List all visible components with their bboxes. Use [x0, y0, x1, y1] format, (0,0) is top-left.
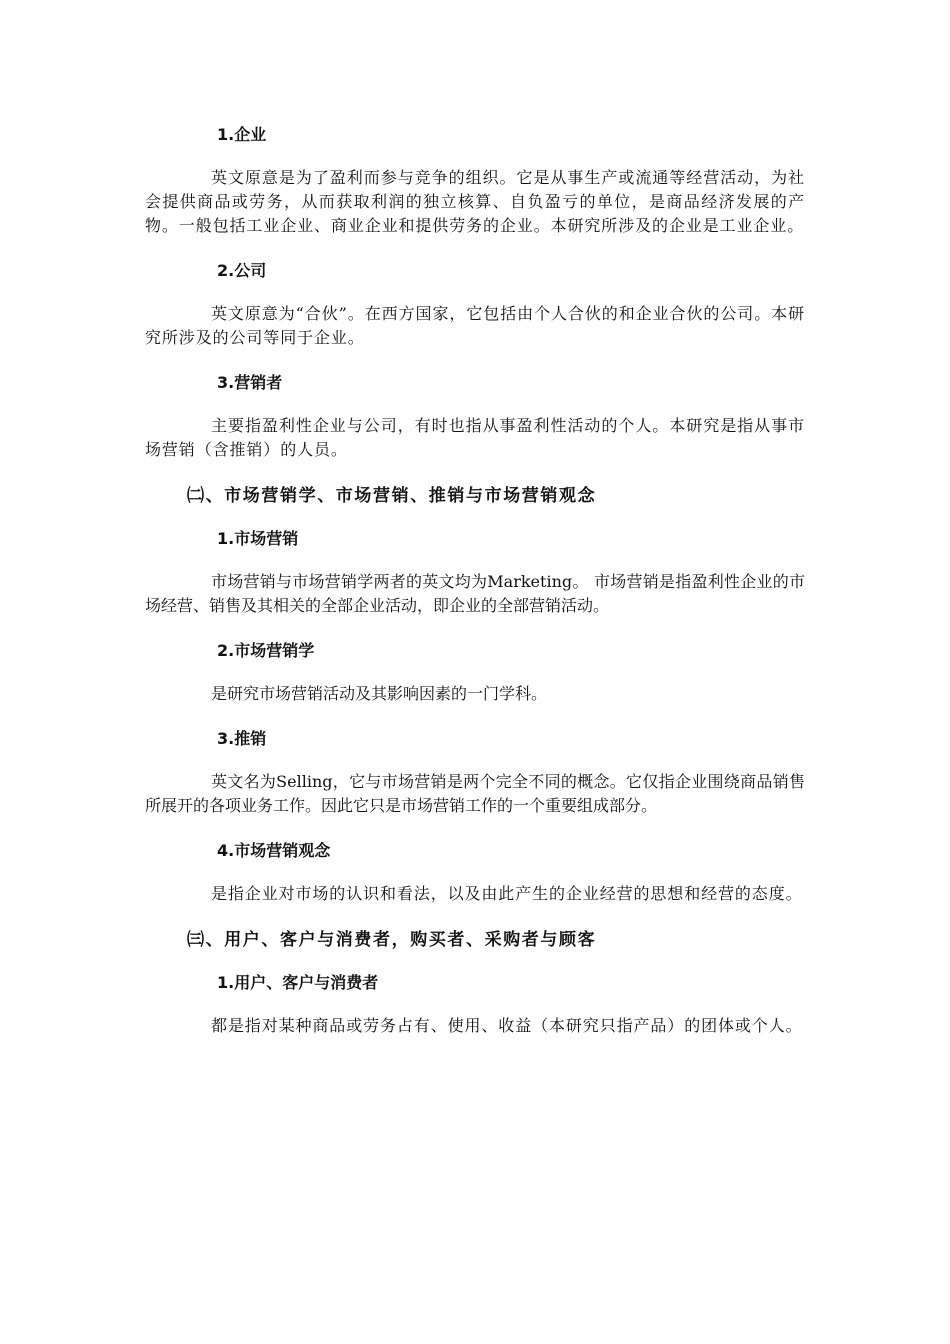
paragraph-marketing: 市场营销与市场营销学两者的英文均为Marketing。 市场营销是指盈利性企业的市场经营、销售及其相关的全部企业活动，即企业的全部营销活动。 [145, 572, 805, 615]
heading-marketing: 1.市场营销 [217, 529, 299, 548]
heading-marketing-concept: 4.市场营销观念 [217, 841, 331, 860]
heading-company: 2.公司 [217, 261, 267, 280]
paragraph-marketing-science: 是研究市场营销活动及其影响因素的一门学科。 [211, 684, 548, 703]
heading-selling: 3.推销 [217, 729, 267, 748]
paragraph-selling: 英文名为Selling，它与市场营销是两个完全不同的概念。它仅指企业围绕商品销售所展开的各项业务工作。因此它只是市场营销工作的一个重要组成部分。 [145, 772, 805, 815]
heading-enterprise: 1.企业 [217, 125, 267, 144]
heading-part-3: ㈢、用户、客户与消费者，购买者、采购者与顾客 [187, 930, 597, 950]
heading-part-2: ㈡、市场营销学、市场营销、推销与市场营销观念 [187, 486, 597, 506]
paragraph-enterprise: 英文原意是为了盈利而参与竞争的组织。它是从事生产或流通等经营活动，为社会提供商品或劳务，从而获取利润的独立核算、自负盈亏的单位，是商品经济发展的产物。一般包括工业企业、商业企业和提供劳务的企业。本研究所涉及的企业是工业企业。 [145, 168, 805, 235]
paragraph-marketer: 主要指盈利性企业与公司，有时也指从事盈利性活动的个人。本研究是指从事市场营销（含推销）的人员。 [145, 416, 805, 459]
paragraph-marketing-concept: 是指企业对市场的认识和看法，以及由此产生的企业经营的思想和经营的态度。 [211, 884, 803, 903]
paragraph-users: 都是指对某种商品或劳务占有、使用、收益（本研究只指产品）的团体或个人。 [211, 1016, 803, 1035]
document-page [145, 122, 805, 1058]
heading-users: 1.用户、客户与消费者 [217, 973, 379, 992]
heading-marketer: 3.营销者 [217, 373, 283, 392]
paragraph-company: 英文原意为“合伙”。在西方国家，它包括由个人合伙的和企业合伙的公司。本研究所涉及的公司等同于企业。 [145, 304, 805, 347]
heading-marketing-science: 2.市场营销学 [217, 641, 315, 660]
